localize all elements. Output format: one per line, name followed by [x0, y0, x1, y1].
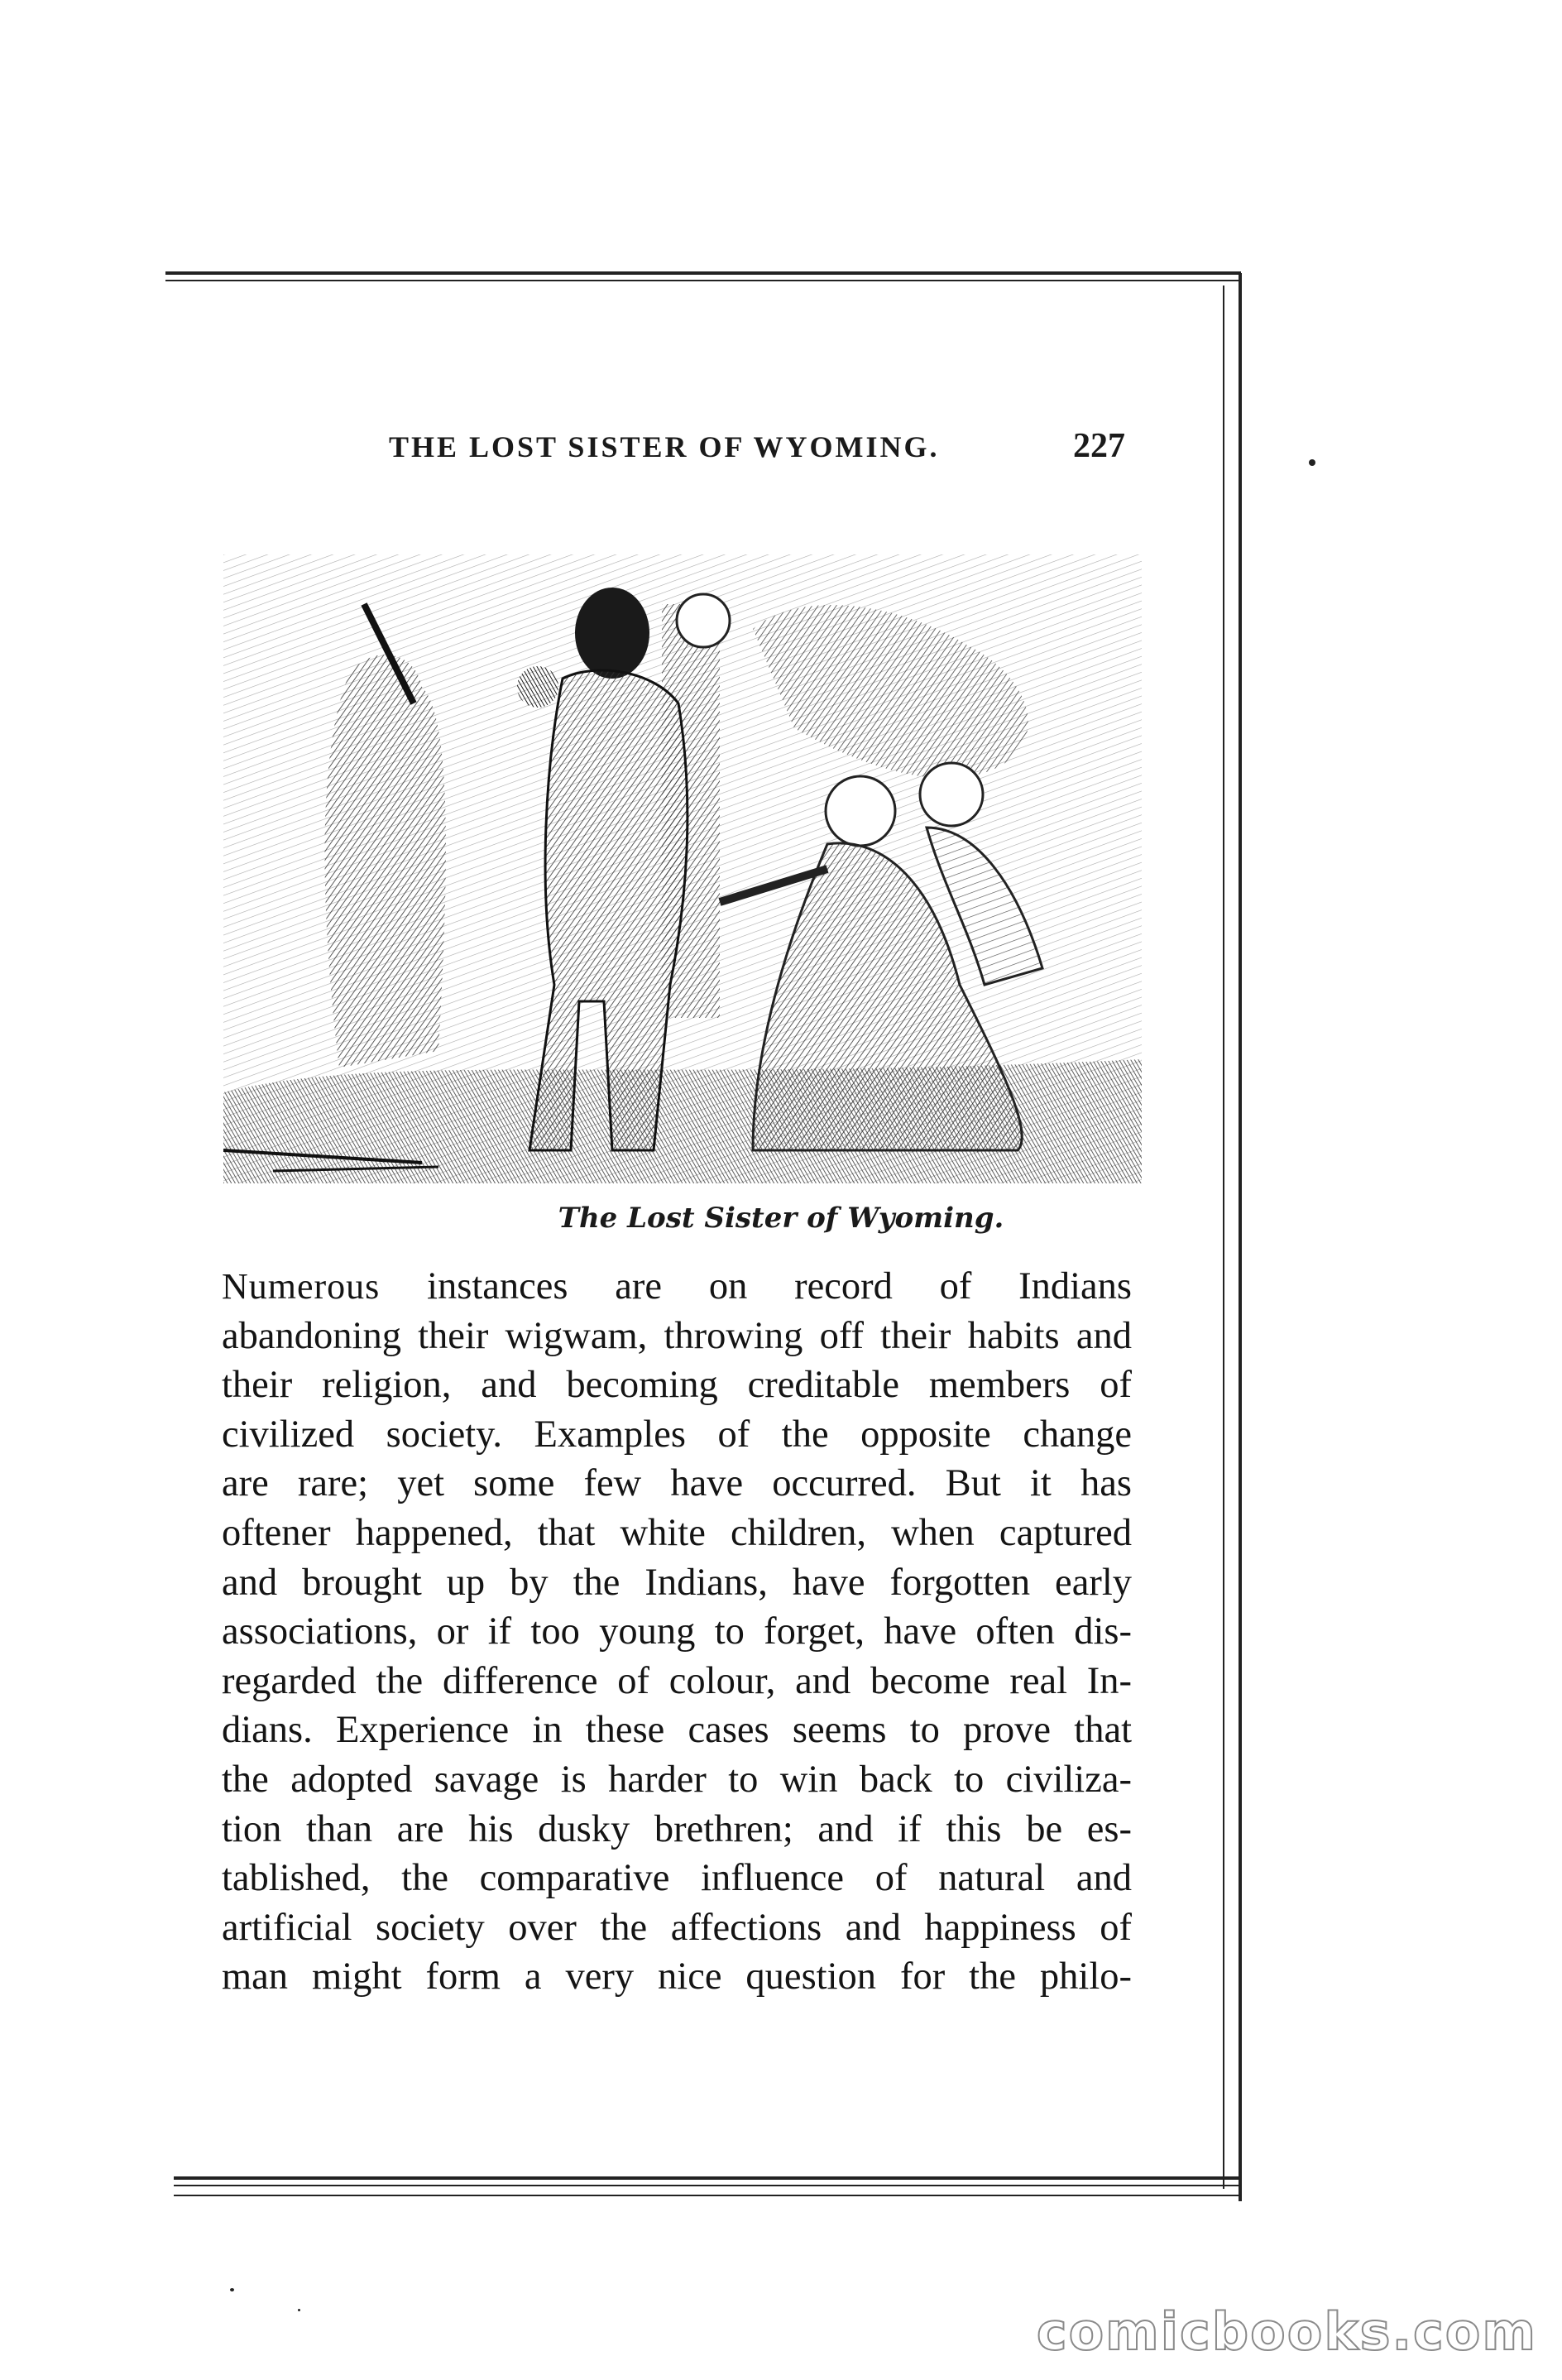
running-head-title: THE LOST SISTER OF WYOMING. — [389, 430, 940, 463]
site-watermark: comicbooks.com — [1036, 2301, 1537, 2362]
lead-word: Numerous — [222, 1266, 381, 1307]
body-line: associations, or if too young to forget, have often dis- — [222, 1610, 1132, 1653]
body-paragraph — [222, 1262, 1132, 2002]
body-line: their religion, and becoming creditable members of — [222, 1364, 1132, 1407]
body-line: tion than are his dusky brethren; and if this be es- — [222, 1807, 1132, 1850]
body-line: civilized society. Examples of the opposite change — [222, 1413, 1132, 1456]
illustration-caption: The Lost Sister of Wyoming. — [558, 1202, 1004, 1235]
body-line: artificial society over the affections and happiness of — [222, 1906, 1132, 1949]
body-line: the adopted savage is harder to win back to civiliza- — [222, 1758, 1132, 1801]
bottom-rule-inner — [174, 2185, 1241, 2186]
scan-speck — [230, 2288, 234, 2291]
page-number: 227 — [1073, 427, 1125, 465]
running-header — [389, 426, 1125, 466]
body-line: abandoning their wigwam, throwing off their habits and — [222, 1314, 1132, 1357]
scan-speck — [1309, 459, 1315, 466]
body-line: and brought up by the Indians, have forgotten early — [222, 1561, 1132, 1604]
body-line — [222, 1262, 1132, 1312]
body-line: man might form a very nice question for the philo- — [222, 1955, 1132, 1999]
body-line: regarded the difference of colour, and become real In- — [222, 1659, 1132, 1702]
body-line: dians. Experience in these cases seems to prove that — [222, 1709, 1132, 1752]
top-rule-inner — [165, 280, 1241, 281]
engraving-illustration — [223, 554, 1142, 1183]
body-line: tablished, the comparative influence of natural and — [222, 1857, 1132, 1900]
body-line-text: instances are on record of Indians — [427, 1265, 1132, 1308]
right-rule — [1239, 273, 1242, 2201]
body-line: oftener happened, that white children, when captured — [222, 1511, 1132, 1554]
body-line: are rare; yet some few have occurred. But it has — [222, 1462, 1132, 1505]
right-rule-inner — [1223, 286, 1224, 2189]
scan-speck — [298, 2309, 300, 2311]
bottom-rule-2 — [174, 2195, 1241, 2196]
top-rule — [165, 271, 1241, 275]
bottom-rule — [174, 2176, 1241, 2180]
